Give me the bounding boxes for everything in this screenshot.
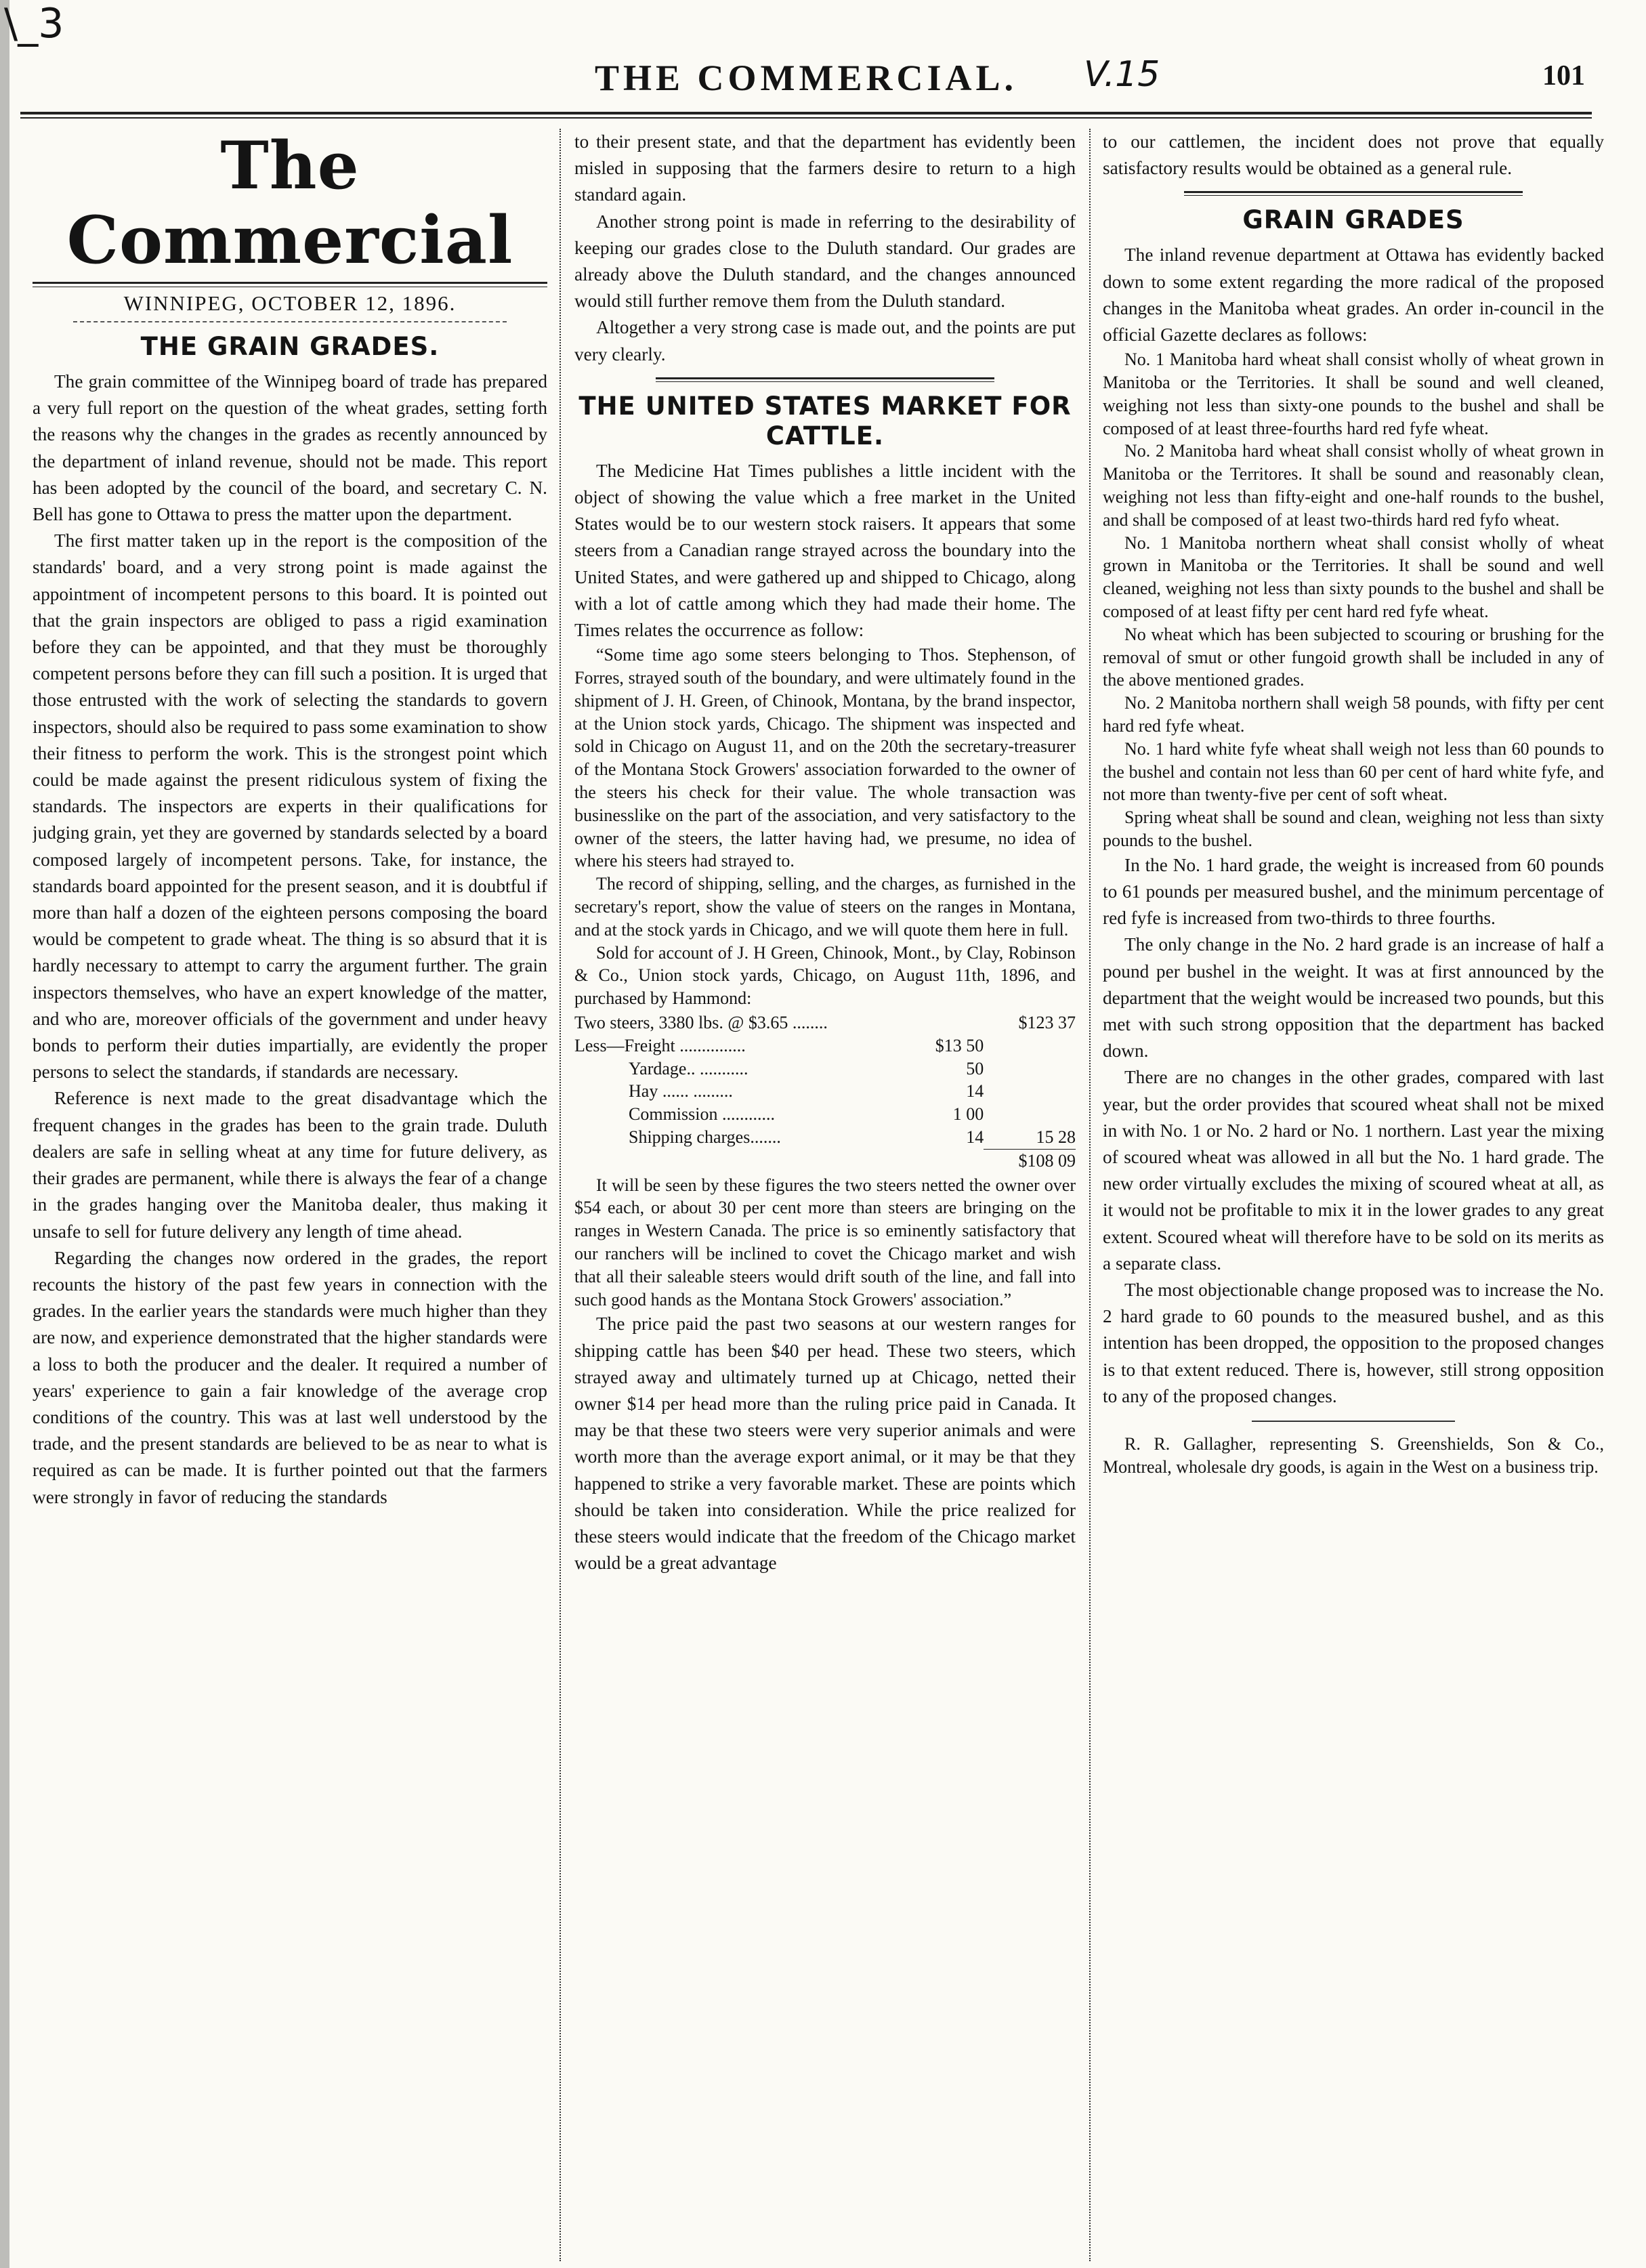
ledger-row xyxy=(574,1011,1076,1034)
article-paragraph: Reference is next made to the great disadvantage which the frequent changes in the grades has been to the grain trade. Duluth dealers are safe in selling wheat at any time for future delivery, as their grades are permanent, while there is always the fear of a change in the grades hanging over the Manitoba dealer, thus making it unsafe to sell for future delivery any length of time ahead. xyxy=(33,1088,547,1242)
ledger-amount: 50 xyxy=(966,1058,984,1078)
section-rule xyxy=(656,377,994,382)
dotted-rule xyxy=(73,321,507,322)
ledger-row xyxy=(574,1126,1076,1149)
article-paragraph: The inland revenue department at Ottawa has evidently backed down to some extent regarding the more radical of the proposed changes in the Manitoba wheat grades. An order in-council in the official Gazette declares as follows: xyxy=(1103,245,1604,345)
corner-mark: \_3 xyxy=(4,0,64,47)
quote-paragraph: No wheat which has been subjected to scouring or brushing for the removal of smut or other fungoid growth shall be included in any of the above mentioned grades. xyxy=(1103,624,1604,690)
scan-edge xyxy=(0,0,9,2268)
article-paragraph: to their present state, and that the department has evidently been misled in supposing that the farmers desire to return to a high standard again. xyxy=(574,131,1076,205)
article-paragraph: The only change in the No. 2 hard grade is an increase of half a pound per bushel in the weight. It was at first announced by the department that the weight would be increased two pounds, but this met with such strong opposition that the department has backed down. xyxy=(1103,934,1604,1062)
running-head-title: THE COMMERCIAL. xyxy=(594,58,1017,98)
masthead xyxy=(33,129,547,322)
quote-paragraph: “Some time ago some steers belonging to Thos. Stephenson, of Forres, strayed south of the boundary, and were ultimately found in the shipment of J. H. Green, of Chinook, Montana, by the brand inspector, at the Union stock yards, Chicago. The shipment was inspected and sold in Chicago on August 11, and on the 20th the secretary-treasurer of the Montana Stock Growers' association forwarded to the owner of the steers his check for their value. The whole transaction was businesslike on the part of the association, and very satisfactory to the owner of the steers, the latter having had, we presume, no idea of where his steers had strayed to. xyxy=(574,645,1076,871)
column-1 xyxy=(33,129,547,2261)
sale-ledger xyxy=(574,1011,1076,1173)
article-paragraph: The first matter taken up in the report is the composition of the standards' board, and a very strong point is made against the appointment of incompetent persons to this board. It is pointed out that the grain inspectors are obliged to pass a rigid examination before they can be appointed, and that they must be thoroughly competent persons before they can fill such a position. It is urged that those entrusted with the work of selecting the standards to govern inspectors, should also be required to pass some examination to show their fitness to perform the work. This is the strongest point which could be made against the present ridiculous system of fixing the standards. The inspectors are experts in their qualifications for judging grain, yet they are governed by standards selected by a board composed largely of incompetent persons. Take, for instance, the standards board appointed for the present season, and it is doubtful if more than half a dozen of the eighteen persons composing the board would be competent to grade wheat. The thing is so absurd that it is hardly necessary to attempt to carry the argument further. The grain inspectors themselves, who have an expert knowledge of the matter, and who are, moreover officials of the government and under heavy bonds to perform their duties impartially, are evidently the proper persons to select the standards, if standards are necessary. xyxy=(33,530,547,1083)
ledger-label: Yardage.. ........... xyxy=(629,1058,748,1078)
column-3 xyxy=(1103,129,1604,2261)
quote-paragraph: No. 2 Manitoba northern shall weigh 58 pounds, with fifty per cent hard red fyfe wheat. xyxy=(1103,693,1604,736)
article-paragraph: There are no changes in the other grades, compared with last year, but the order provides that scoured wheat shall not be mixed in with No. 1 or No. 2 hard or No. 1 northern. Last year the mixing of scoured wheat was allowed in all but the No. 1 hard grade. The new order virtually excludes the mixing of scoured wheat at all, as it would not be profitable to mix it in the lower grades to any great extent. Scoured wheat will therefore have to be sold on its merits as a separate class. xyxy=(1103,1067,1604,1274)
quote-paragraph: It will be seen by these figures the two steers netted the owner over $54 each, or about 30 per cent more than steers are bringing on the ranges in Western Canada. The price is so eminently satisfactory that our ranchers will be inclined to covet the Chicago market and wish that all their saleable steers would drift south of the line, and fall into such good hands as the Montana Stock Growers' association.” xyxy=(574,1175,1076,1309)
ledger-row xyxy=(574,1057,1076,1080)
ledger-label: Hay ...... ......... xyxy=(629,1081,733,1101)
ledger-label: Commission ............ xyxy=(629,1104,775,1125)
ledger-amount: $123 37 xyxy=(1018,1013,1076,1032)
article-heading: GRAIN GRADES xyxy=(1242,205,1464,235)
quote-paragraph: No. 1 Manitoba hard wheat shall consist wholly of wheat grown in Manitoba or the Territories. It shall be sound and well cleaned, weighing not less than sixty-one pounds to the bushel and shall be composed of at least three-fourths hard red fyfe wheat. xyxy=(1103,350,1604,438)
paper-title: The Commercial xyxy=(66,129,513,278)
ledger-net: $108 09 xyxy=(984,1149,1076,1172)
quote-paragraph: No. 1 hard white fyfe wheat shall weigh not less than 60 pounds to the bushel and contain not less than 60 per cent of hard white fyfe, and not more than twenty-five per cent of soft wheat. xyxy=(1103,738,1604,805)
ledger-amount: 14 xyxy=(966,1127,984,1148)
header-rule xyxy=(20,112,1592,119)
dateline: WINNIPEG, OCTOBER 12, 1896. xyxy=(123,291,457,315)
article-paragraph: Another strong point is made in referring to the desirability of keeping our grades close to the Duluth standard. Our grades are already above the Duluth standard, and the changes announced would still further remove them from the Duluth standard. xyxy=(574,211,1076,312)
section-rule xyxy=(1252,1421,1455,1422)
ledger-amount: $13 50 xyxy=(935,1035,984,1055)
ledger-label: Shipping charges....... xyxy=(629,1127,781,1148)
quote-paragraph: The record of shipping, selling, and the charges, as furnished in the secretary's report, show the value of steers on the ranges in Montana, and at the stock yards in Chicago, and we will quote them here in full. xyxy=(574,874,1076,940)
page-number: 101 xyxy=(1542,60,1585,91)
ledger-label: Two steers, 3380 lbs. @ $3.65 ........ xyxy=(574,1013,828,1032)
handwritten-volume-note: V.15 xyxy=(1084,54,1160,95)
section-rule xyxy=(1184,191,1523,196)
masthead-rule xyxy=(33,282,547,287)
column-divider xyxy=(560,129,561,2261)
article-paragraph: The Medicine Hat Times publishes a little incident with the object of showing the value which a free market in the United States would be to our western stock raisers. It appears that some steers from a Canadian range strayed across the boundary into the United States, and were gathered up and shipped to Chicago, along with a lot of cattle among which they had made their home. The Times relates the occurrence as follow: xyxy=(574,460,1076,641)
column-2 xyxy=(574,129,1076,2261)
article-paragraph: Regarding the changes now ordered in the grades, the report recounts the history of the past few years in connection with the grades. In the earlier years the standards were much higher than they are now, and experience demonstrated that the higher standards were a loss to both the producer and the dealer. It required a number of years' experience to gain a fair knowledge of the average crop conditions of the country. This was at last well understood by the trade, and the present standards are believed to be as near to what is required as can be made. It is further pointed out that the farmers were strongly in favor of reducing the standards xyxy=(33,1247,547,1507)
article-heading: THE UNITED STATES MARKET FOR CATTLE. xyxy=(578,391,1072,450)
ledger-total: 15 28 xyxy=(1036,1127,1076,1147)
ledger-row xyxy=(574,1103,1076,1126)
article-heading: THE GRAIN GRADES. xyxy=(140,332,440,361)
article-paragraph: In the No. 1 hard grade, the weight is increased from 60 pounds to 61 pounds per measured bushel, and the minimum percentage of red fyfe is increased from two-thirds to three fourths. xyxy=(1103,854,1604,929)
news-item: R. R. Gallagher, representing S. Greenshields, Son & Co., Montreal, wholesale dry goods, is again in the West on a business trip. xyxy=(1103,1434,1604,1477)
quote-paragraph: No. 2 Manitoba hard wheat shall consist wholly of wheat grown in Manitoba or the Territores. It shall be sound and reasonably clean, weighing not less than fifty-eight and one-half rounds to the bushel, and shall be composed of at least two-thirds hard red fyfo wheat. xyxy=(1103,441,1604,530)
ledger-amount: 14 xyxy=(966,1081,984,1101)
column-divider xyxy=(1089,129,1091,2261)
article-paragraph: The most objectionable change proposed was to increase the No. 2 hard grade to 60 pounds to the measured bushel, and as this intention has been dropped, the opposition to the proposed changes is to that extent reduced. There is, however, still strong opposition to any of the proposed changes. xyxy=(1103,1280,1604,1406)
ledger-row xyxy=(574,1149,1076,1172)
ledger-amount: 1 00 xyxy=(952,1104,984,1125)
ledger-label: Less—Freight ............... xyxy=(574,1035,746,1055)
article-paragraph: to our cattlemen, the incident does not prove that equally satisfactory results would be obtained as a general rule. xyxy=(1103,131,1604,179)
article-paragraph: The grain committee of the Winnipeg board of trade has prepared a very full report on the question of the wheat grades, setting forth the reasons why the changes in the grades as recently announced by the department of inland revenue, should not be made. This report has been adopted by the council of the board, and secretary C. N. Bell has gone to Ottawa to press the matter upon the department. xyxy=(33,371,547,525)
quote-paragraph: No. 1 Manitoba northern wheat shall consist wholly of wheat grown in Manitoba or the Territories. It shall be sound and well cleaned, weighing not less than sixty pounds to the bushel and shall be composed of at least fifty per cent hard red fyfe wheat. xyxy=(1103,532,1604,621)
quote-paragraph: Spring wheat shall be sound and clean, weighing not less than sixty pounds to the bushel. xyxy=(1103,807,1604,850)
quote-paragraph: Sold for account of J. H Green, Chinook, Mont., by Clay, Robinson & Co., Union stock yards, Chicago, on August 11th, 1896, and purchased by Hammond: xyxy=(574,942,1076,1009)
article-paragraph: Altogether a very strong case is made out, and the points are put very clearly. xyxy=(574,317,1076,364)
ledger-row xyxy=(574,1034,1076,1057)
running-head xyxy=(27,54,1585,102)
article-paragraph: The price paid the past two seasons at our western ranges for shipping cattle has been $40 per head. These two steers, which strayed away and ultimately turned up at Chicago, netted their owner $14 per head more than the ruling price paid in Canada. It may be that these two steers were very superior animals and were worth more than the average export animal, or it may be that they happened to strike a very favorable market. These are points which should be taken into consideration. While the price realized for these steers would indicate that the freedom of the Chicago market would be a great advantage xyxy=(574,1314,1076,1574)
ledger-row xyxy=(574,1080,1076,1103)
